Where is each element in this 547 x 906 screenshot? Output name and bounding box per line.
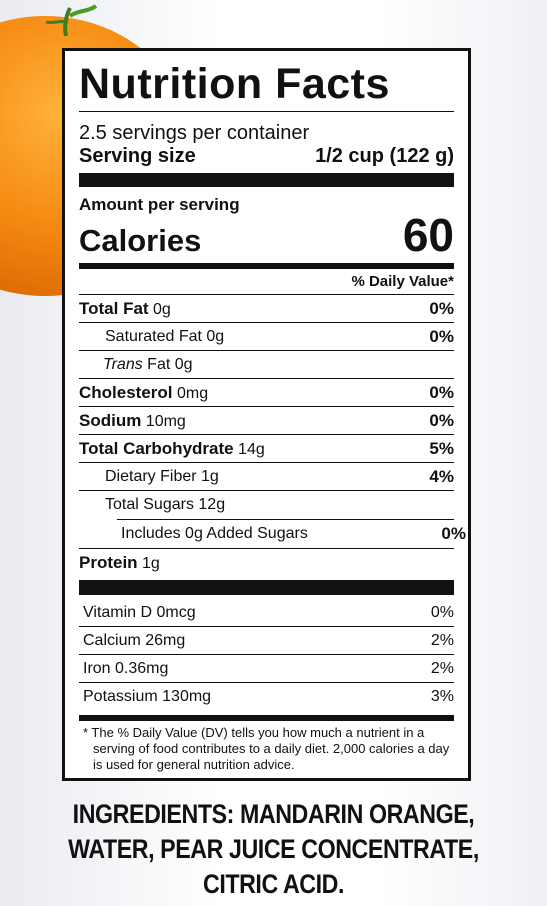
nutrient-row-protein — [79, 549, 454, 577]
nutrient-name: Includes — [121, 525, 181, 542]
nutrient-row-total-fat — [79, 295, 454, 323]
nutrient-dv: 0% — [429, 326, 454, 346]
orange-leaf-icon — [40, 2, 100, 38]
vitamin-row-vitamin-d — [79, 599, 454, 627]
calories-row — [79, 211, 454, 263]
daily-value-footnote: * The % Daily Value (DV) tells you how much a nutrient in a serving of food contributes to a daily diet. 2,000 calories a day is used for general nutrition advice. — [83, 725, 450, 772]
calories-label: Calories — [79, 223, 202, 258]
nutrient-amount: 10mg — [145, 412, 186, 430]
nutrient-row-dietary-fiber — [79, 463, 454, 491]
nutrient-name: Dietary Fiber — [105, 467, 197, 485]
nutrient-name: Total Fat — [79, 298, 149, 318]
ingredients-statement — [38, 797, 508, 902]
thick-divider — [79, 173, 454, 187]
vitamin-name: Vitamin D — [83, 603, 153, 621]
nutrient-amount: 1g — [201, 467, 219, 485]
nutrient-name: Sodium — [79, 410, 142, 430]
nutrient-amount: 0g — [185, 525, 203, 542]
nutrient-amount: 12g — [198, 496, 226, 513]
nutrient-name: Protein — [79, 553, 138, 572]
nutrient-name: Total Sugars — [105, 496, 194, 513]
nutrient-name-suffix: Fat — [147, 355, 171, 373]
nutrient-name: Cholesterol — [79, 382, 173, 402]
nutrient-dv: 5% — [429, 438, 454, 458]
nutrient-name-suffix: Added Sugars — [206, 525, 308, 542]
vitamin-dv: 2% — [430, 631, 454, 649]
nutrient-dv: 0% — [429, 410, 454, 430]
vitamin-amount: 26mg — [145, 631, 186, 649]
vitamin-row-iron — [79, 655, 454, 683]
servings-per-container: 2.5 servings per container — [79, 122, 310, 144]
vitamin-dv: 2% — [430, 659, 454, 677]
vitamin-amount: 0.36mg — [115, 659, 169, 677]
nutrient-row-total-carbohydrate — [79, 435, 454, 463]
medium-divider — [79, 715, 454, 721]
nutrient-amount: 0g — [153, 300, 171, 318]
nutrition-facts-label — [62, 48, 471, 781]
vitamin-name: Iron — [83, 659, 111, 677]
nutrient-row-saturated-fat — [79, 323, 454, 351]
nutrient-dv: 4% — [429, 466, 454, 486]
nutrient-dv: 0% — [429, 382, 454, 402]
nutrient-name: Total Carbohydrate — [79, 438, 234, 458]
nutrient-amount: 0mg — [176, 384, 209, 402]
vitamin-row-potassium — [79, 683, 454, 711]
vitamin-name: Potassium — [83, 688, 158, 705]
nutrient-amount: 0g — [174, 355, 193, 373]
nutrient-amount: 1g — [142, 555, 160, 572]
calories-value: 60 — [402, 209, 454, 261]
ingredients-line: INGREDIENTS: MANDARIN ORANGE, — [72, 799, 475, 829]
nutrient-dv: 0% — [441, 524, 466, 543]
daily-value-header: % Daily Value* — [79, 269, 454, 295]
nutrient-amount: 0g — [206, 327, 225, 345]
nutrient-name: Trans — [103, 355, 143, 373]
ingredients-line: WATER, PEAR JUICE CONCENTRATE, — [68, 834, 479, 864]
label-title: Nutrition Facts — [79, 60, 390, 108]
nutrient-row-total-sugars — [79, 491, 454, 519]
serving-size-row — [79, 144, 454, 171]
nutrient-row-sodium — [79, 407, 454, 435]
nutrient-row-cholesterol — [79, 379, 454, 407]
serving-size-value: 1/2 cup (122 g) — [315, 145, 454, 167]
nutrient-row-added-sugars — [79, 520, 466, 548]
vitamin-amount: 130mg — [162, 688, 212, 705]
vitamin-name: Calcium — [83, 631, 141, 649]
vitamin-dv: 0% — [430, 603, 454, 621]
nutrient-dv: 0% — [429, 298, 454, 318]
thick-divider — [79, 580, 454, 595]
vitamin-dv: 3% — [430, 688, 454, 705]
nutrient-row-trans-fat — [79, 351, 454, 379]
vitamin-row-calcium — [79, 627, 454, 655]
nutrient-name: Saturated Fat — [105, 327, 202, 345]
ingredients-line: CITRIC ACID. — [202, 869, 345, 899]
divider — [79, 111, 454, 112]
serving-size-label: Serving size — [79, 145, 196, 167]
vitamin-amount: 0mcg — [156, 603, 196, 621]
amount-per-serving: Amount per serving — [79, 195, 240, 214]
nutrient-amount: 14g — [238, 440, 265, 458]
